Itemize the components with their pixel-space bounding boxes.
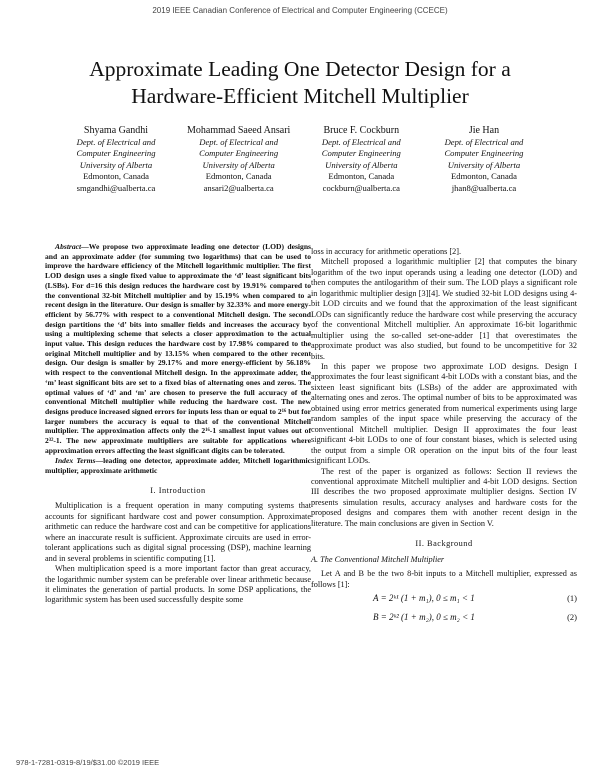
author-university: University of Alberta: [79, 159, 153, 170]
copyright-footer: 978-1-7281-0319-8/19/$31.00 ©2019 IEEE: [16, 758, 160, 767]
author-location: Edmonton, Canada: [83, 171, 149, 182]
author-email: cockburn@ualberta.ca: [322, 182, 400, 193]
author-name: Mohammad Saeed Ansari: [187, 125, 291, 136]
author-dept: Computer Engineering: [199, 148, 279, 159]
index-terms-label: Index Terms: [55, 456, 96, 466]
author-location: Edmonton, Canada: [328, 171, 395, 182]
author-dept: Dept. of Electrical and: [199, 137, 279, 147]
author-dept: Computer Engineering: [76, 148, 156, 159]
author-name: Shyama Gandhi: [83, 125, 149, 136]
author-email: jhan8@ualberta.ca: [451, 182, 517, 193]
author-location: Edmonton, Canada: [451, 171, 517, 182]
author-university: University of Alberta: [202, 159, 275, 170]
author-university: University of Alberta: [447, 159, 521, 170]
index-terms-text: —leading one detector, approximate adder, Mitchell logarithmic multiplier, approximate arithmetic: [45, 456, 312, 476]
author-4: [424, 124, 544, 194]
author-dept: Dept. of Electrical and: [444, 137, 524, 147]
section-heading-background: II. Background: [415, 539, 473, 549]
paper-title: [40, 56, 560, 110]
equation-expression: A = 2ᵏ¹ (1 + m₁), 0 ≤ m₁ < 1: [373, 593, 475, 604]
author-dept: Computer Engineering: [444, 148, 524, 159]
paragraph: Multiplication is a frequent operation in many computing systems that accounts for significant hardware cost and power consumption. Approximate arithmetic can reduce the hardware cost and can be competitive for applications where an inaccurate result is sufficient. Approximate circuits are used in error-tolerant applications such as digital signal processing (DSP), machine learning and in several problems in scientific computing [1].: [45, 501, 311, 563]
author-dept: Computer Engineering: [321, 148, 401, 159]
author-email: smgandhi@ualberta.ca: [76, 182, 156, 193]
paragraph: When multiplication speed is a more important factor than great accuracy, the logarithmic number system can be preferable over linear arithmetic because it eliminates the generation of partial products. In some DSP applications, the logarithmic system has been used successfully despite some: [45, 564, 311, 605]
equation-1: [311, 590, 577, 609]
author-name: Jie Han: [468, 125, 500, 136]
author-email: ansari2@ualberta.ca: [203, 182, 274, 193]
conference-header: 2019 IEEE Canadian Conference of Electrical and Computer Engineering (CCECE): [152, 6, 448, 15]
author-university: University of Alberta: [325, 159, 398, 170]
author-block: [56, 124, 544, 194]
index-terms: [45, 456, 311, 475]
right-column: [311, 247, 577, 628]
author-2: [179, 124, 299, 194]
abstract-text: —We propose two approximate leading one detector (LOD) designs and an approximate adder (for summing two logarithms) that can be used to improve the hardware efficiency of the Mitchell logarithmic multiplier. The first LOD design uses a single fixed value to approximate the ‘d’ least significant bits (LSBs). For d=16 this design reduces the hardware cost by 19.91% compared to the conventional 32-bit Mitchell multiplier and by 15.19% when compared to a recent design in the literature. Our design is smaller by 32.33% and more energy-efficient by 56.77% with respect to a conventional Mitchell design. The second design partitions the ‘d’ bits into smaller fields and increases the accuracy by using a multiplexing scheme that selects a closer approximation to the actual input value. This design reduces the hardware cost by 17.98% compared to the original Mitchell multiplier and by 13.15% when compared to the other recent design. Our design is smaller by 29.17% and more energy-efficient by 56.18% with respect to the conventional Mitchell design. In the approximate adder, the ‘m’ least significant bits are set to a fixed bias of alternating ones and zeros. The optimal values of ‘d’ and ‘m’ are chosen to preserve the full accuracy of the conventional Mitchell multiplier while reducing the hardware cost. The new designs produce increased signed errors for inputs less than or equal to 2¹⁶ but for larger numbers the accuracy is equal to that of the conventional Mitchell multiplier. The approximation affects only the 2¹⁶-1 smallest input values out of 2³²-1. The new approximate multipliers are suitable for applications where approximation errors affecting the least significant digits can be tolerated.: [45, 242, 311, 455]
paragraph: Let A and B be the two 8-bit inputs to a Mitchell multiplier, expressed as follows [1]:: [311, 569, 577, 589]
equation-number: (1): [567, 593, 577, 604]
abstract-label: Abstract: [55, 242, 82, 251]
author-1: [56, 124, 176, 194]
title-line-1: Approximate Leading One Detector Design for a: [89, 57, 511, 81]
equation-number: (2): [567, 612, 577, 623]
paragraph: Mitchell proposed a logarithmic multiplier [2] that computes the binary logarithm of the two input operands using a leading one detector (LOD) and then computes the antilogarithm of their sum. The LOD plays a significant role in logarithmic multiplier design [3][4]. We studied 32-bit LOD designs using 4-bit LOD circuits and we found that the approximation of the least significant LODs can significantly reduce the hardware cost while preserving the accuracy of the conventional Mitchell multiplier. An approximate 16-bit logarithmic multiplier using the so-called set-one-adder [1] that overestimates the approximate product was also studied, but found to be uncompetitive for 32 bits.: [311, 257, 577, 361]
author-name: Bruce F. Cockburn: [323, 125, 400, 136]
author-dept: Dept. of Electrical and: [321, 137, 401, 147]
equation-expression: B = 2ᵏ² (1 + m₂), 0 ≤ m₂ < 1: [373, 612, 475, 623]
title-line-2: Hardware-Efficient Mitchell Multiplier: [131, 84, 469, 108]
subsection-heading: A. The Conventional Mitchell Multiplier: [311, 554, 445, 564]
left-column: [45, 242, 311, 606]
author-3: [301, 124, 421, 194]
author-location: Edmonton, Canada: [205, 171, 272, 182]
author-dept: Dept. of Electrical and: [76, 137, 156, 147]
equation-2: [311, 609, 577, 628]
paragraph: The rest of the paper is organized as follows: Section II reviews the conventional approximate Mitchell multiplier and 4-bit LOD designs. Section III describes the two proposed approximate multiplier designs. Section IV presents simulation results, accuracy analyses and hardware costs for the proposed designs and compares them with another recent design in the literature. The main conclusions are given in Section V.: [311, 466, 577, 528]
paragraph: In this paper we propose two approximate LOD designs. Design I approximates the four least significant 4-bit LODs with a constant bias, and the sixteen least significant bits (LSBs) of the adder are approximated with alternating ones and zeros. The optimal number of bits to be approximated was obtained using error metrics generated from numerical experiments using large random samples of the input space while preserving the accuracy of the conventional Mitchell multiplier. Design II approximates the four least significant 4-bit LODs to one of four constant biases, which is selected using the output from a simple OR operation on the input bits of the four least significant LODs.: [311, 361, 577, 466]
section-heading-introduction: I. Introduction: [150, 485, 206, 495]
paragraph: loss in accuracy for arithmetic operations [2].: [311, 247, 462, 256]
abstract: [45, 242, 311, 455]
